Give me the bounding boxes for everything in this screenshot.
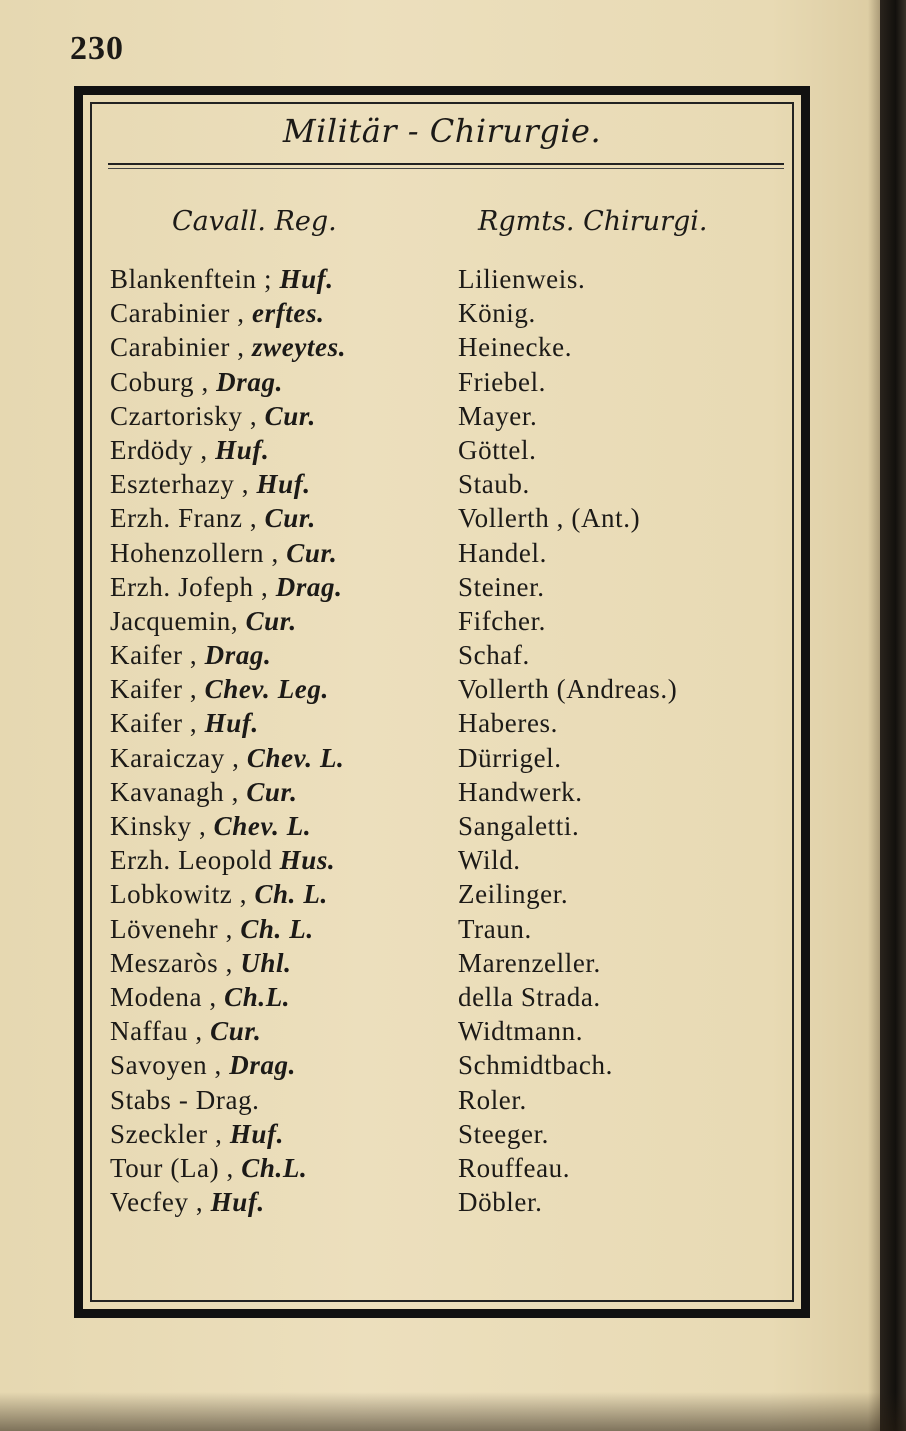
regiment-cell [110,433,269,467]
regiment-name: Kaifer , [110,708,198,739]
list-item [110,877,790,911]
surgeon-name: Schmidtbach. [458,1050,613,1081]
regiment-cell [110,809,311,843]
list-item [110,706,790,740]
regiment-name: Meszaròs , [110,947,233,978]
regiment-branch: Huf. [210,1187,265,1218]
regiment-branch: Chev. L. [246,742,345,773]
surgeon-name: Friebel. [458,366,547,397]
list-item [110,672,790,706]
regiment-name: Modena , [110,981,217,1012]
regiment-cell [110,399,316,433]
surgeon-name: Fifcher. [458,605,547,636]
regiment-name: Lövenehr , [110,913,233,944]
column-header-surgeon: Rgmts. Chirurgi. [478,206,708,237]
regiment-branch: erftes. [252,298,325,329]
regiment-cell [110,843,335,877]
regiment-name: Kinsky , [110,811,207,841]
list-item [110,433,790,467]
list-item [110,536,790,570]
regiment-name: Carabinier , [110,298,245,329]
regiment-name: Hohenzollern , [110,537,279,568]
regiment-cell [110,706,259,740]
regiment-branch: Huf. [229,1118,284,1149]
surgeon-name: Heinecke. [458,332,573,363]
list-item [110,809,790,843]
regiment-name: Erzh. Leopold [110,845,273,876]
surgeon-name: Rouffeau. [458,1152,571,1183]
regiment-name: Erzh. Jofeph , [110,571,269,602]
list-item [110,1117,790,1151]
surgeon-name: Steiner. [458,571,545,602]
column-header-regiment: Cavall. Reg. [172,206,337,237]
list-item [110,741,790,775]
list-item [110,1151,790,1185]
list-item [110,399,790,433]
surgeon-name: Steeger. [458,1118,550,1149]
list-item [110,570,790,604]
bottom-edge-shadow [0,1392,906,1431]
list-item [110,980,790,1014]
regiment-branch: Cur. [210,1016,262,1047]
surgeon-name: Traun. [458,913,532,944]
list-item [110,843,790,877]
surgeon-name: Staub. [458,469,530,500]
regiment-branch: Huf. [279,264,334,294]
page-title: Militär - Chirurgie. [282,112,602,150]
regiment-branch: Drag. [216,366,283,397]
list-item [110,604,790,638]
page-number: 230 [70,30,124,67]
regiment-cell [110,365,283,399]
list-item [110,365,790,399]
list-item [110,946,790,980]
regiment-branch: Chev. Leg. [204,674,329,705]
regiment-name: Tour (La) , [110,1152,234,1183]
regiment-name: Erzh. Franz , [110,503,258,534]
regiment-cell [110,1083,260,1117]
regiment-branch: Ch.L. [224,981,291,1012]
entry-list [110,262,790,1219]
title-rule-thin [108,168,784,169]
regiment-name: Lobkowitz , [110,879,248,910]
regiment-branch: Drag. [229,1050,297,1081]
regiment-name: Carabinier , [110,332,245,363]
regiment-name: Erdödy , [110,434,208,465]
regiment-branch: Cur. [264,503,316,534]
regiment-branch: zweytes. [252,332,347,363]
surgeon-name: Göttel. [458,434,537,465]
regiment-cell [110,672,329,706]
regiment-cell [110,741,344,775]
surgeon-name: Widtmann. [458,1016,584,1047]
surgeon-name: Schaf. [458,640,530,671]
regiment-branch: Chev. L. [213,811,312,841]
regiment-cell [110,638,271,672]
regiment-name: Karaiczay , [110,742,240,773]
regiment-branch: Huf. [204,708,259,739]
regiment-name: Coburg , [110,366,209,397]
regiment-cell [110,775,298,809]
regiment-name: Szeckler , [110,1118,223,1149]
regiment-branch: Ch. L. [240,913,314,944]
regiment-name: Vecfey , [110,1187,204,1218]
regiment-cell [110,1117,284,1151]
surgeon-name: Marenzeller. [458,947,601,978]
regiment-name: Stabs - Drag. [110,1084,260,1115]
regiment-cell [110,980,290,1014]
surgeon-name: Vollerth (Andreas.) [458,674,678,705]
book-gutter [880,0,906,1431]
list-item [110,1048,790,1082]
surgeon-name: della Strada. [458,981,601,1012]
list-item [110,1014,790,1048]
regiment-name: Czartorisky , [110,400,258,431]
regiment-branch: Cur. [286,537,338,568]
list-item [110,296,790,330]
regiment-cell [110,1048,296,1082]
surgeon-name: König. [458,298,536,329]
surgeon-name: Haberes. [458,708,558,739]
regiment-name: Eszterhazy , [110,469,250,500]
surgeon-name: Wild. [458,845,521,876]
regiment-name: Blankenftein ; [110,264,273,294]
regiment-cell [110,1014,261,1048]
surgeon-name: Mayer. [458,400,538,431]
regiment-branch: Huf. [215,434,270,465]
surgeon-name: Handel. [458,537,547,568]
regiment-cell [110,604,297,638]
regiment-cell [110,467,311,501]
regiment-cell [110,1151,307,1185]
regiment-name: Savoyen , [110,1050,222,1081]
regiment-name: Jacquemin, [110,605,239,636]
list-item [110,912,790,946]
regiment-name: Kaifer , [110,640,198,671]
regiment-branch: Hus. [279,845,336,876]
surgeon-name: Handwerk. [458,776,583,807]
regiment-branch: Ch. L. [254,879,328,910]
regiment-cell [110,946,292,980]
title-rule [108,163,784,165]
regiment-branch: Cur. [245,605,297,636]
regiment-cell [110,330,346,364]
regiment-branch: Uhl. [240,947,292,978]
regiment-cell [110,296,324,330]
regiment-branch: Drag. [204,640,272,671]
list-item [110,501,790,535]
list-item [110,775,790,809]
regiment-branch: Cur. [246,776,298,807]
surgeon-name: Sangaletti. [458,811,580,841]
regiment-name: Naffau , [110,1016,203,1047]
list-item [110,1083,790,1117]
regiment-branch: Ch.L. [241,1152,308,1183]
list-item [110,330,790,364]
regiment-cell [110,912,314,946]
list-item [110,467,790,501]
regiment-branch: Drag. [275,571,343,602]
surgeon-name: Vollerth , (Ant.) [458,503,641,534]
regiment-name: Kaifer , [110,674,198,705]
list-item [110,262,790,296]
surgeon-name: Dürrigel. [458,742,562,773]
list-item [110,1185,790,1219]
surgeon-name: Döbler. [458,1187,543,1218]
regiment-cell [110,501,316,535]
list-item [110,638,790,672]
regiment-branch: Huf. [256,469,311,500]
regiment-branch: Cur. [264,400,316,431]
regiment-cell [110,536,337,570]
regiment-cell [110,877,328,911]
regiment-cell [110,570,342,604]
regiment-cell [110,262,334,296]
regiment-cell [110,1185,265,1219]
surgeon-name: Roler. [458,1084,527,1115]
surgeon-name: Zeilinger. [458,879,569,910]
regiment-name: Kavanagh , [110,776,239,807]
surgeon-name: Lilienweis. [458,264,586,294]
